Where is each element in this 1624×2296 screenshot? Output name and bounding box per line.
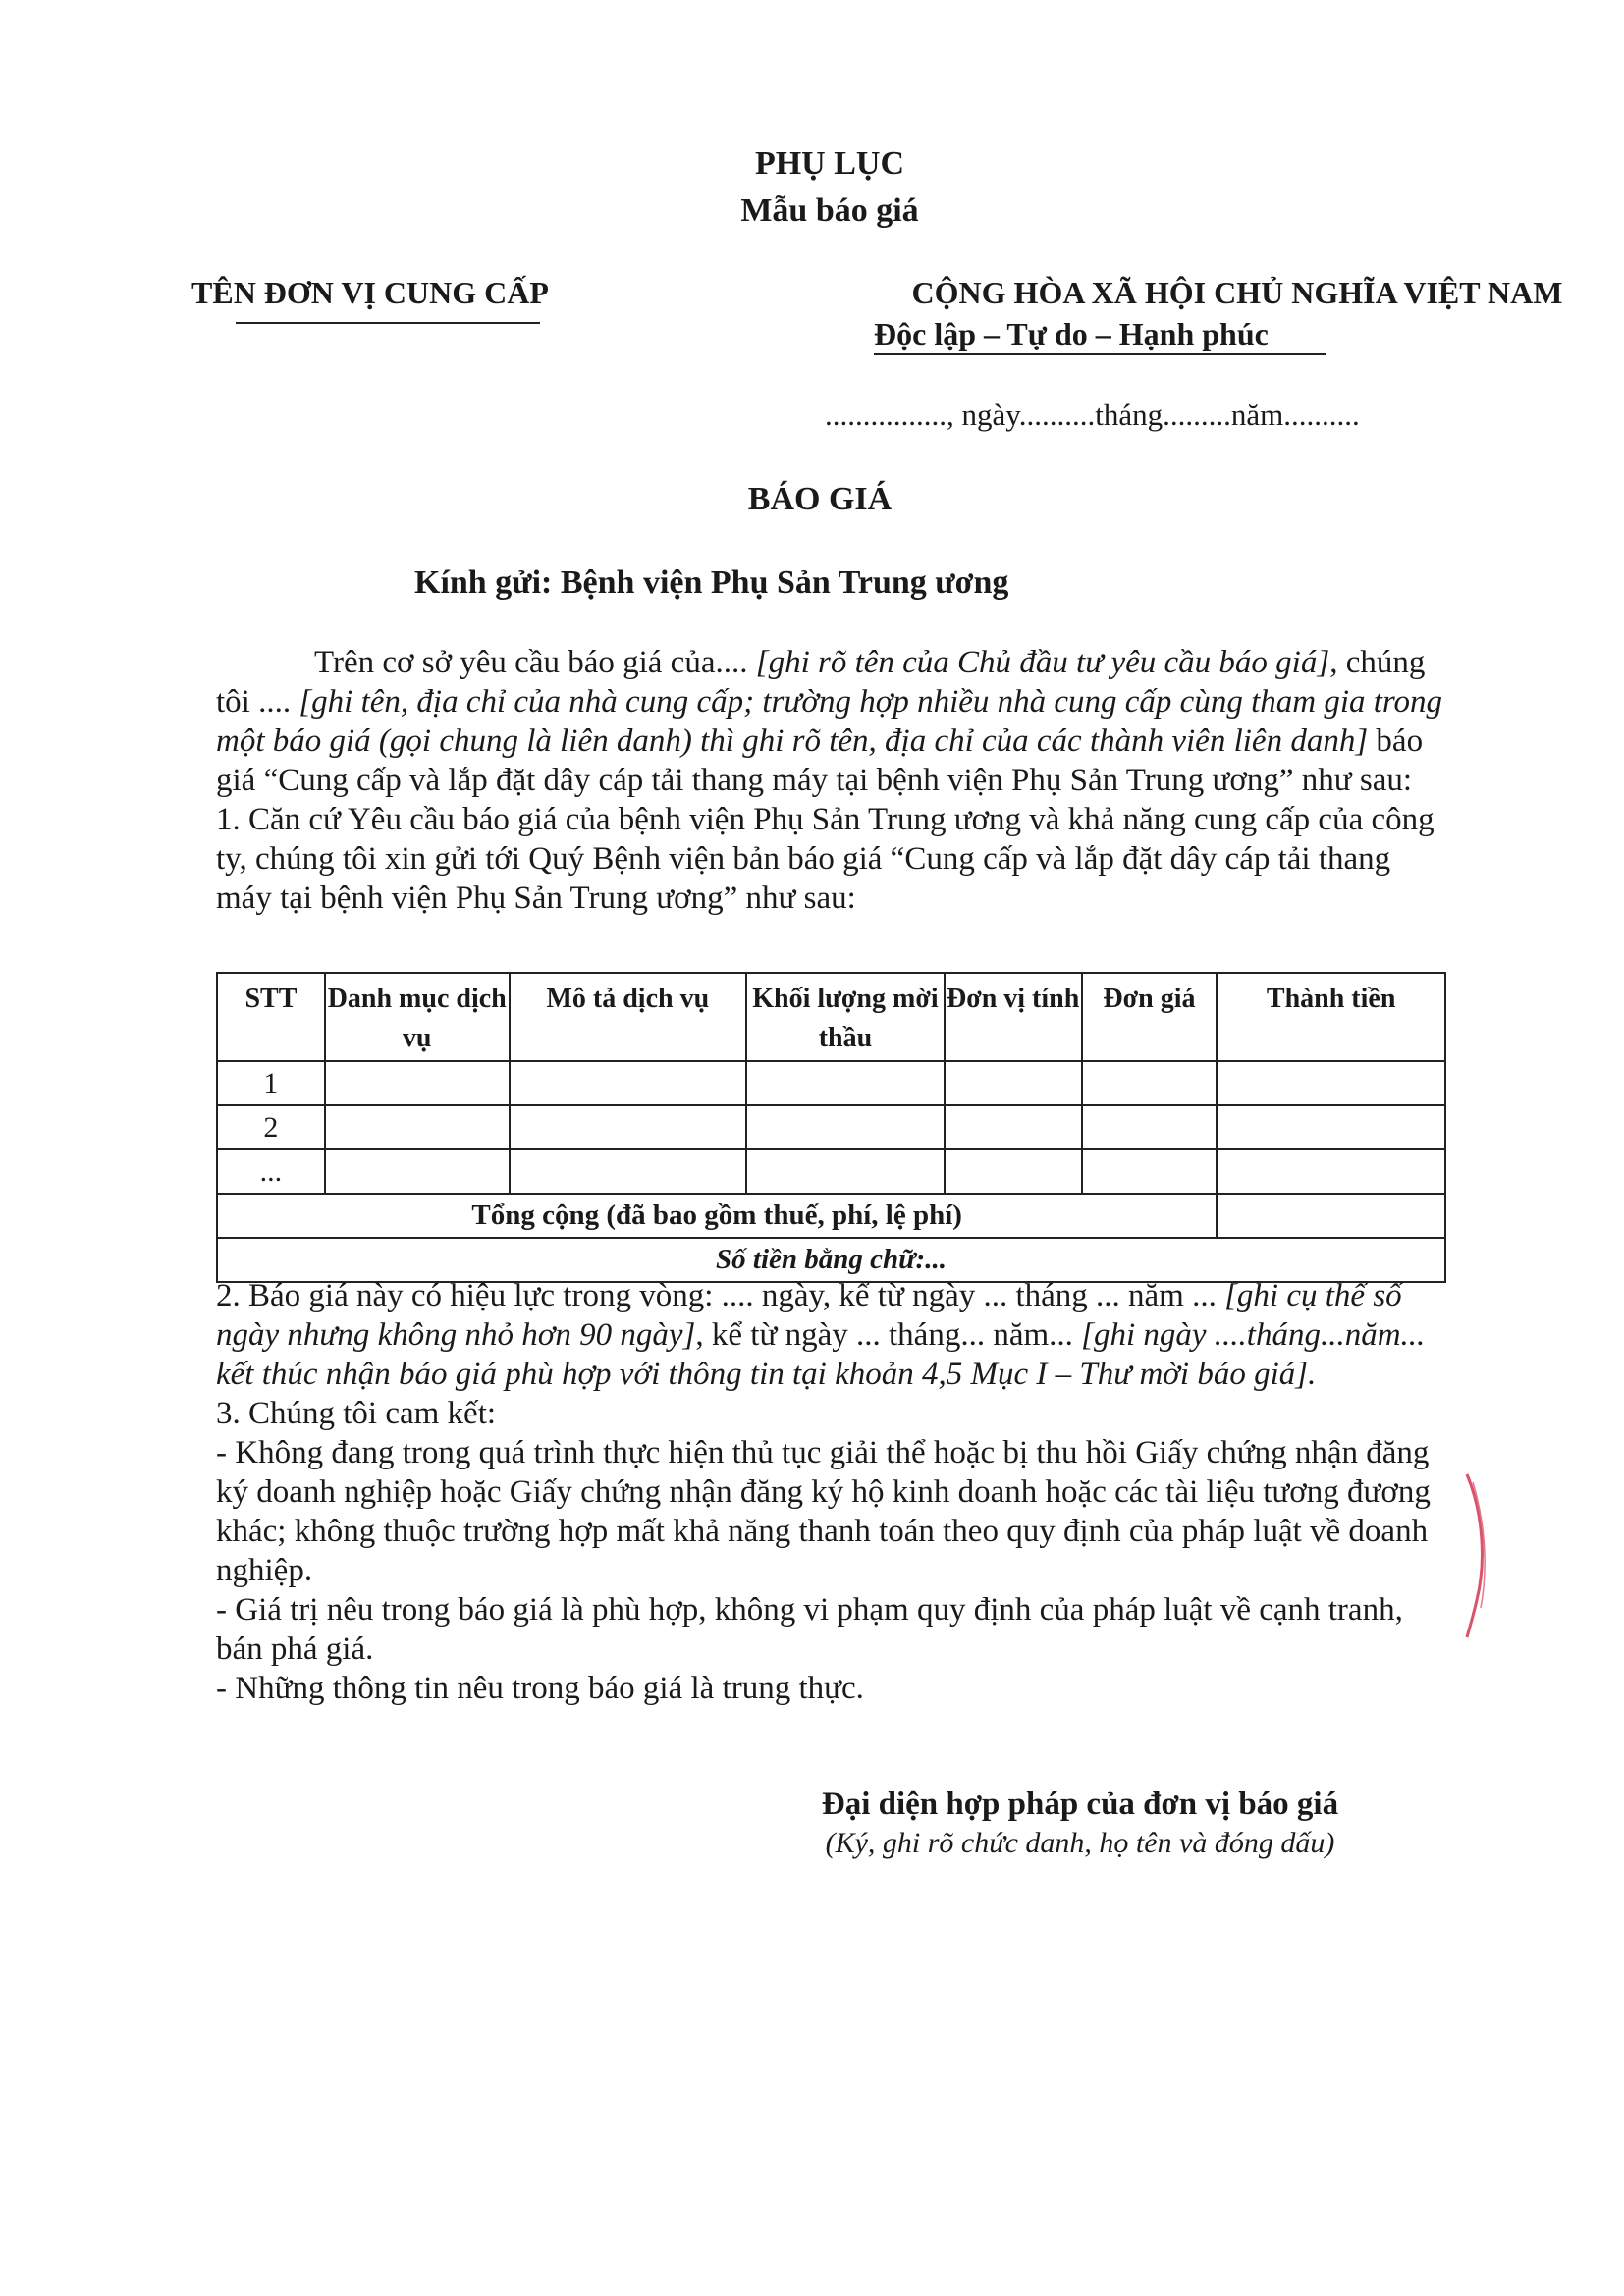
- table-cell[interactable]: [510, 1149, 747, 1194]
- date-line: ................, ngày..........tháng.........năm..........: [825, 398, 1360, 432]
- appendix-heading: PHỤ LỤC: [754, 145, 905, 182]
- table-cell[interactable]: [325, 1149, 510, 1194]
- table-cell[interactable]: [945, 1149, 1082, 1194]
- commitment-item: - Giá trị nêu trong báo giá là phù hợp, không vi phạm quy định của pháp luật về cạnh tranh, bán phá giá.: [216, 1592, 1403, 1667]
- intro-paragraph: Trên cơ sở yêu cầu báo giá của.... [ghi rõ tên của Chủ đầu tư yêu cầu báo giá], chúng tôi .... [ghi tên, địa chỉ của nhà cung cấp; trường hợp nhiều nhà cung cấp cùng tham gia trong một báo giá (gọi chung là liên danh) thì ghi rõ tên, địa chỉ của các thành viên liên danh] báo giá “Cung cấp và lắp đặt dây cáp tải thang máy tại bệnh viện Phụ Sản Trung ương” như sau:: [216, 645, 1443, 798]
- signatory-title: Đại diện hợp pháp của đơn vị báo giá: [821, 1787, 1339, 1822]
- terms-section: [216, 1276, 1448, 1708]
- table-cell[interactable]: [1217, 1149, 1445, 1194]
- table-cell[interactable]: [746, 1061, 945, 1105]
- total-value-cell[interactable]: [1217, 1194, 1445, 1238]
- republic-heading: CỘNG HÒA XÃ HỘI CHỦ NGHĨA VIỆT NAM: [911, 275, 1563, 310]
- table-header-row: [217, 973, 1445, 1061]
- national-motto: Độc lập – Tự do – Hạnh phúc: [874, 316, 1269, 351]
- commitment-item: - Những thông tin nêu trong báo giá là trung thực.: [216, 1671, 864, 1706]
- signature-block: [785, 1787, 1375, 1860]
- table-cell[interactable]: [1217, 1061, 1445, 1105]
- table-cell[interactable]: [1217, 1105, 1445, 1149]
- document-title: BÁO GIÁ: [747, 481, 893, 517]
- signature-note: (Ký, ghi rõ chức danh, họ tên và đóng dấu): [825, 1827, 1335, 1859]
- column-header: Danh mục dịch vụ: [325, 973, 510, 1061]
- column-header: Đơn giá: [1082, 973, 1218, 1061]
- quotation-table: [216, 972, 1446, 1283]
- greeting-line: Kính gửi: Bệnh viện Phụ Sản Trung ương: [414, 564, 1009, 601]
- row-number: ...: [217, 1149, 325, 1194]
- table-cell[interactable]: [945, 1061, 1082, 1105]
- table-row: [217, 1105, 1445, 1149]
- commitment-heading: 3. Chúng tôi cam kết:: [216, 1396, 497, 1431]
- column-header: Thành tiền: [1217, 973, 1445, 1061]
- table-cell[interactable]: [510, 1105, 747, 1149]
- total-label: Tổng cộng (đã bao gồm thuế, phí, lệ phí): [217, 1194, 1217, 1238]
- table-cell[interactable]: [945, 1105, 1082, 1149]
- table-cell[interactable]: [1082, 1105, 1218, 1149]
- amount-in-words: Số tiền bằng chữ:...: [217, 1238, 1445, 1282]
- table-cell[interactable]: [1082, 1149, 1218, 1194]
- row-number: 1: [217, 1061, 325, 1105]
- column-header: Mô tả dịch vụ: [510, 973, 747, 1061]
- column-header: STT: [217, 973, 325, 1061]
- table-cell[interactable]: [746, 1105, 945, 1149]
- row-number: 2: [217, 1105, 325, 1149]
- table-cell[interactable]: [746, 1149, 945, 1194]
- intro-section: [216, 643, 1443, 918]
- validity-paragraph: 2. Báo giá này có hiệu lực trong vòng: .... ngày, kể từ ngày ... tháng ... năm ... [ghi cụ thể số ngày nhưng không nhỏ hơn 90 ngày], kể từ ngày ... tháng... năm... [ghi ngày ....tháng...năm... kết thúc nhận báo giá phù hợp với thông tin tại khoản 4,5 Mục I – Thư mời báo giá].: [216, 1278, 1426, 1392]
- table-row: [217, 1149, 1445, 1194]
- basis-paragraph: 1. Căn cứ Yêu cầu báo giá của bệnh viện Phụ Sản Trung ương và khả năng cung cấp của công ty, chúng tôi xin gửi tới Quý Bệnh viện bản báo giá “Cung cấp và lắp đặt dây cáp tải thang máy tại bệnh viện Phụ Sản Trung ương” như sau:: [216, 802, 1435, 916]
- commitment-item: - Không đang trong quá trình thực hiện thủ tục giải thể hoặc bị thu hồi Giấy chứng nhận đăng ký doanh nghiệp hoặc Giấy chứng nhận đăng ký hộ kinh doanh hoặc các tài liệu tương đương khác; không thuộc trường hợp mất khả năng thanh toán theo quy định của pháp luật về doanh nghiệp.: [216, 1435, 1431, 1588]
- column-header: Khối lượng mời thầu: [746, 973, 945, 1061]
- table-cell[interactable]: [510, 1061, 747, 1105]
- table-cell[interactable]: [1082, 1061, 1218, 1105]
- red-stamp-mark: [1463, 1472, 1492, 1639]
- total-row: [217, 1194, 1445, 1238]
- motto-underline: [874, 353, 1326, 355]
- table-row: [217, 1061, 1445, 1105]
- form-name: Mẫu báo giá: [740, 192, 919, 229]
- table-cell[interactable]: [325, 1061, 510, 1105]
- table-cell[interactable]: [325, 1105, 510, 1149]
- provider-underline: [236, 322, 540, 324]
- provider-name-placeholder: TÊN ĐƠN VỊ CUNG CẤP: [191, 275, 549, 310]
- column-header: Đơn vị tính: [945, 973, 1082, 1061]
